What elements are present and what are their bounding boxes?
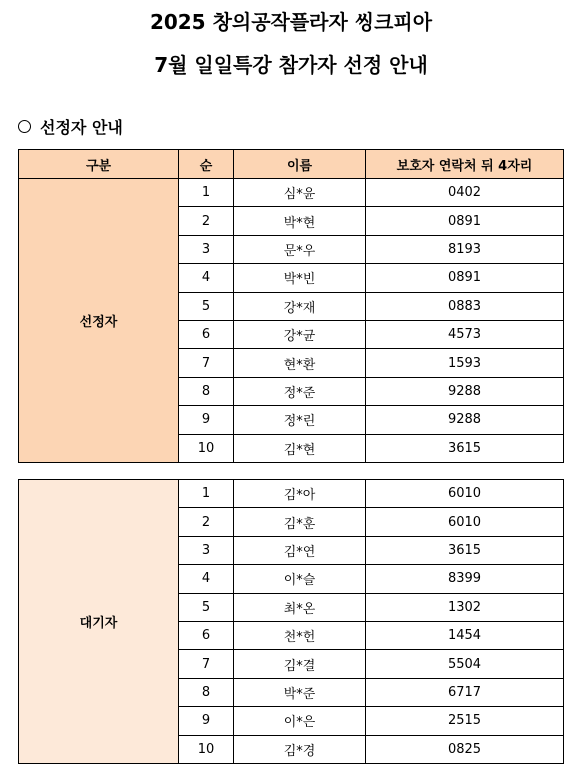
phone-cell: 1593 [366,349,564,377]
phone-cell: 9288 [366,377,564,405]
header-phone: 보호자 연락처 뒤 4자리 [366,150,564,179]
group-label-selected: 선정자 [19,179,179,463]
name-cell: 김*현 [234,434,366,462]
phone-cell: 3615 [366,434,564,462]
order-cell: 1 [179,480,234,508]
phone-cell: 2515 [366,707,564,735]
order-cell: 7 [179,650,234,678]
name-cell: 이*은 [234,707,366,735]
table-header-row [19,150,564,179]
phone-cell: 0883 [366,292,564,320]
order-cell: 5 [179,593,234,621]
name-cell: 정*린 [234,406,366,434]
phone-cell: 0402 [366,179,564,207]
name-cell: 강*재 [234,292,366,320]
name-cell: 김*경 [234,735,366,763]
phone-cell: 1302 [366,593,564,621]
order-cell: 10 [179,735,234,763]
circle-bullet-icon [18,120,31,133]
phone-cell: 5504 [366,650,564,678]
page-title-line1: 2025 창의공작플라자 씽크피아 [149,10,433,34]
phone-cell: 6717 [366,678,564,706]
phone-cell: 6010 [366,508,564,536]
order-cell: 3 [179,235,234,263]
name-cell: 박*현 [234,207,366,235]
name-cell: 이*슬 [234,565,366,593]
name-cell: 천*헌 [234,621,366,649]
order-cell: 6 [179,320,234,348]
name-cell: 문*우 [234,235,366,263]
order-cell: 10 [179,434,234,462]
table-row [19,480,564,508]
phone-cell: 8193 [366,235,564,263]
header-name: 이름 [234,150,366,179]
order-cell: 9 [179,707,234,735]
phone-cell: 3615 [366,536,564,564]
order-cell: 3 [179,536,234,564]
order-cell: 7 [179,349,234,377]
name-cell: 현*환 [234,349,366,377]
group-label-waitlist: 대기자 [19,480,179,764]
order-cell: 2 [179,508,234,536]
order-cell: 8 [179,377,234,405]
name-cell: 최*온 [234,593,366,621]
phone-cell: 9288 [366,406,564,434]
name-cell: 박*빈 [234,264,366,292]
selected-table [18,149,564,463]
name-cell: 박*준 [234,678,366,706]
order-cell: 2 [179,207,234,235]
name-cell: 김*훈 [234,508,366,536]
waitlist-table [18,479,564,764]
phone-cell: 0825 [366,735,564,763]
header-category: 구분 [19,150,179,179]
name-cell: 김*아 [234,480,366,508]
order-cell: 6 [179,621,234,649]
phone-cell: 8399 [366,565,564,593]
phone-cell: 0891 [366,207,564,235]
order-cell: 4 [179,565,234,593]
phone-cell: 6010 [366,480,564,508]
phone-cell: 1454 [366,621,564,649]
order-cell: 1 [179,179,234,207]
name-cell: 김*결 [234,650,366,678]
phone-cell: 4573 [366,320,564,348]
name-cell: 정*준 [234,377,366,405]
name-cell: 김*연 [234,536,366,564]
name-cell: 강*균 [234,320,366,348]
order-cell: 4 [179,264,234,292]
order-cell: 8 [179,678,234,706]
order-cell: 9 [179,406,234,434]
table-row [19,179,564,207]
header-order: 순 [179,150,234,179]
section-heading-label: 선정자 안내 [40,118,123,137]
name-cell: 심*윤 [234,179,366,207]
section-heading [18,115,123,138]
phone-cell: 0891 [366,264,564,292]
order-cell: 5 [179,292,234,320]
page-title-line2: 7월 일일특강 참가자 선정 안내 [154,53,428,77]
